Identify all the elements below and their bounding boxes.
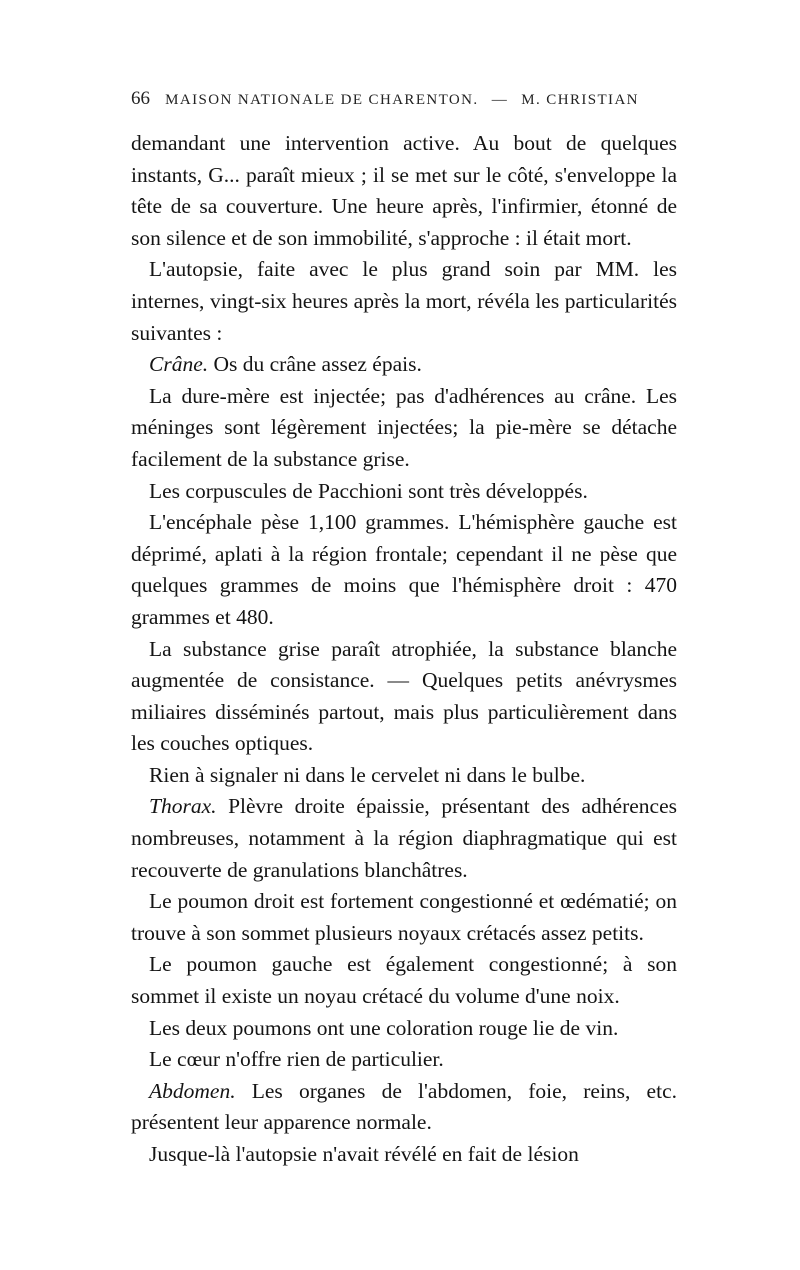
paragraph-text: Le poumon gauche est également congestionné; à son sommet il existe un noyau crétacé du volume d'une noix. [131, 952, 677, 1009]
paragraph-13 [131, 1076, 677, 1139]
paragraph-11 [131, 1013, 677, 1045]
paragraph-text: Les corpuscules de Pacchioni sont très développés. [149, 478, 588, 503]
paragraph-text: Jusque-là l'autopsie n'avait révélé en fait de lésion [149, 1142, 579, 1166]
paragraph-text: La dure-mère est injectée; pas d'adhérences au crâne. Les méninges sont légèrement injectées; la pie-mère se détache facilement de la substance grise. [131, 383, 677, 471]
paragraph-text: La substance grise paraît atrophiée, la substance blanche augmentée de consistance. — Quelques petits anévrysmes miliaires disséminés partout, mais plus particulièrement dans les couches optiques. [131, 636, 677, 756]
page-number: 66 [131, 88, 150, 109]
paragraph-text: Les organes de l'abdomen, foie, reins, etc. présentent leur apparence normale. [131, 1078, 677, 1135]
paragraph-10 [131, 949, 677, 1012]
running-title-right: M. CHRISTIAN [521, 92, 639, 108]
paragraph-14 [131, 1139, 677, 1171]
paragraph-text: L'encéphale pèse 1,100 grammes. L'hémisphère gauche est déprimé, aplati à la région frontale; cependant il ne pèse que quelques grammes de moins que l'hémisphère droit : 470 grammes et 480. [131, 510, 677, 629]
paragraph-8 [131, 791, 677, 886]
paragraph-text: Os du crâne assez épais. [208, 352, 422, 377]
paragraph-text: Les deux poumons ont une coloration rouge lie de vin. [149, 1015, 619, 1040]
paragraph-lead: Abdomen. [149, 1078, 236, 1103]
body-text [131, 128, 677, 1171]
paragraph-4 [131, 476, 677, 508]
paragraph-lead: Thorax. [149, 794, 217, 819]
paragraph-0 [131, 128, 677, 254]
header-separator: — [491, 92, 509, 108]
running-header [131, 88, 671, 110]
running-title-left: MAISON NATIONALE DE CHARENTON. [165, 92, 479, 108]
paragraph-3 [131, 381, 677, 476]
paragraph-12 [131, 1044, 677, 1076]
paragraph-9 [131, 886, 677, 949]
paragraph-2 [131, 349, 677, 381]
paragraph-7 [131, 760, 677, 792]
paragraph-6 [131, 634, 677, 760]
paragraph-text: Le poumon droit est fortement congestionné et œdématié; on trouve à son sommet plusieurs noyaux crétacés assez petits. [131, 889, 677, 945]
paragraph-1 [131, 254, 677, 349]
paragraph-text: demandant une intervention active. Au bout de quelques instants, G... paraît mieux ; il se met sur le côté, s'enveloppe la tête de sa couverture. Une heure après, l'infirmier, étonné de son silence et de son immobilité, s'approche : il était mort. [131, 131, 677, 250]
paragraph-text: Rien à signaler ni dans le cervelet ni dans le bulbe. [149, 762, 586, 787]
paragraph-text: Plèvre droite épaissie, présentant des adhérences nombreuses, notamment à la région diaphragmatique qui est recouverte de granulations blanchâtres. [131, 794, 677, 882]
paragraph-lead: Crâne. [149, 352, 209, 377]
paragraph-text: Le cœur n'offre rien de particulier. [149, 1047, 444, 1072]
paragraph-5 [131, 507, 677, 633]
paragraph-text: L'autopsie, faite avec le plus grand soin par MM. les internes, vingt-six heures après la mort, révéla les particularités suivantes : [131, 257, 677, 345]
